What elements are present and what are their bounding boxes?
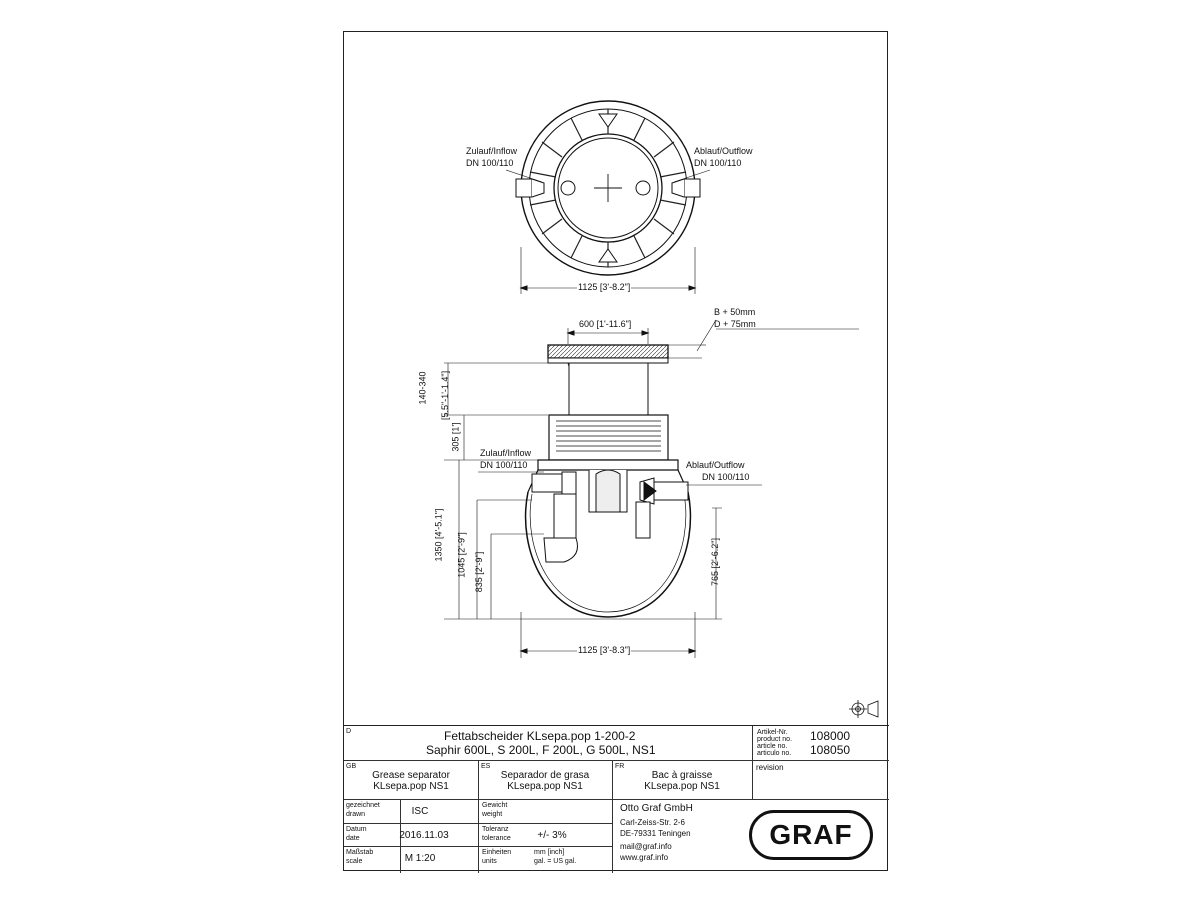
lang-gb: GB (346, 763, 357, 770)
fr-line1: Bac à graisse (651, 770, 713, 781)
date-value: 2016.11.03 (399, 830, 449, 841)
scale-label-de: Maßstab (346, 849, 374, 856)
side-inflow-dn: DN 100/110 (480, 460, 528, 470)
revision-label: revision (756, 763, 784, 772)
side-width-dim: 1125 [3'-8.3"] (578, 645, 631, 655)
top-inflow-dn: DN 100/110 (466, 158, 514, 168)
company-name: Otto Graf GmbH (620, 803, 693, 814)
d-note: D + 75mm (714, 319, 756, 329)
dim-140-340-imperial: [5.5"-1'-1.4"] (440, 370, 450, 420)
article-no-2: 108050 (810, 743, 851, 757)
es-line2: KLsepa.pop NS1 (507, 781, 583, 792)
article-label-fr: articulo no. (757, 750, 792, 757)
gb-line2: KLsepa.pop NS1 (373, 781, 449, 792)
date-label-de: Datum (346, 826, 367, 833)
dim-1350: 1350 [4'-5.1"] (433, 508, 444, 562)
projection-symbol (849, 700, 878, 718)
tolerance-label-en: tolerance (482, 835, 511, 842)
top-inflow-label: Zulauf/Inflow (466, 146, 518, 156)
side-outflow-dn: DN 100/110 (702, 472, 750, 482)
company-city: DE-79331 Teningen (620, 829, 691, 838)
title-line1: Fettabscheider KLsepa.pop 1-200-2 (444, 729, 636, 743)
cover-dim: 600 [1'-11.6"] (579, 319, 632, 329)
fr-line2: KLsepa.pop NS1 (644, 781, 720, 792)
drawn-label-de: gezeichnet (346, 802, 380, 809)
dim-765: 765 [2'-6.2"] (709, 538, 720, 586)
units-label-en: units (482, 858, 497, 865)
lang-d: D (346, 728, 352, 735)
top-outflow-dn: DN 100/110 (694, 158, 742, 168)
article-label-en: product no. (757, 736, 793, 743)
title-line2: Saphir 600L, S 200L, F 200L, G 500L, NS1 (426, 743, 656, 757)
article-label-es: article no. (757, 743, 788, 750)
units-value-2: gal. = US gal. (534, 858, 577, 865)
article-label-de: Artikel-Nr. (757, 729, 788, 736)
tolerance-value: +/- 3% (537, 830, 567, 841)
top-outflow-label: Ablauf/Outflow (694, 146, 753, 156)
gb-line1: Grease separator (372, 770, 450, 781)
graf-logo (749, 810, 873, 860)
title-block (344, 725, 889, 872)
company-street: Carl-Zeiss-Str. 2-6 (620, 818, 685, 827)
weight-label-de: Gewicht (482, 802, 508, 809)
drawn-value: ISC (411, 806, 429, 817)
date-label-en: date (346, 835, 360, 842)
dim-1045: 1045 [2'-9"] (456, 532, 467, 578)
company-email: mail@graf.info (620, 842, 672, 851)
dim-140-340: 140-340 (417, 371, 428, 405)
lang-es: ES (481, 763, 491, 770)
top-width-dim: 1125 [3'-8.2"] (578, 282, 631, 292)
article-no-1: 108000 (810, 729, 851, 743)
side-inflow-label: Zulauf/Inflow (480, 448, 532, 458)
dim-835: 835 [2'-9"] (474, 551, 485, 593)
dim-305: 305 [1'] (450, 422, 461, 452)
graf-logo-text: GRAF (769, 819, 853, 850)
scale-label-en: scale (346, 858, 363, 865)
side-outflow-label: Ablauf/Outflow (686, 460, 745, 470)
top-view (506, 101, 710, 294)
scale-value: M 1:20 (404, 853, 436, 864)
units-value-1: mm [inch] (534, 849, 565, 856)
b-note: B + 50mm (714, 307, 756, 317)
lang-fr: FR (615, 763, 625, 770)
company-web: www.graf.info (620, 853, 669, 862)
tolerance-label-de: Toleranz (482, 826, 509, 833)
drawn-label-en: drawn (346, 811, 366, 818)
side-view (444, 320, 859, 658)
drawing-sheet (343, 31, 888, 871)
units-label-de: Einheiten (482, 849, 512, 856)
es-line1: Separador de grasa (500, 770, 590, 781)
weight-label-en: weight (482, 811, 503, 818)
